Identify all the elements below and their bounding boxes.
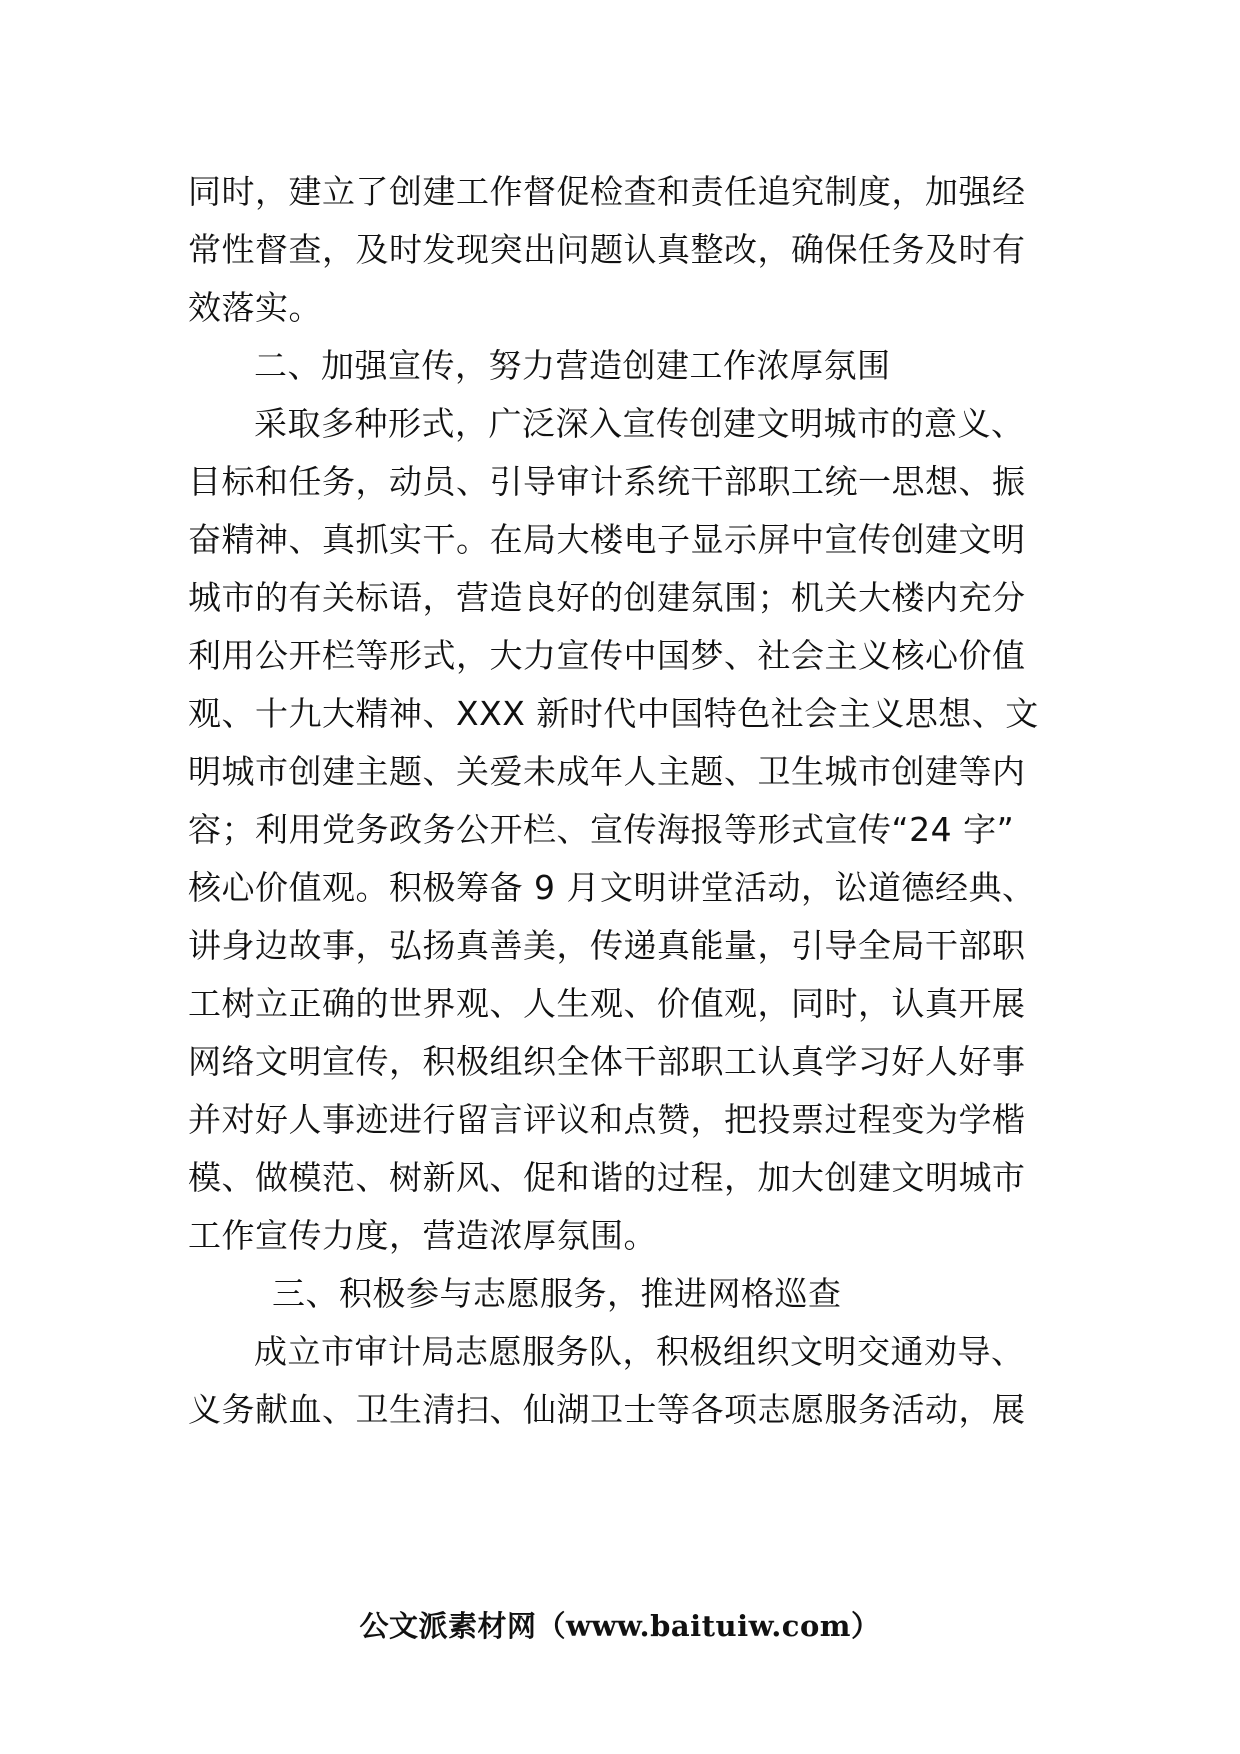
paragraph-line: 目标和任务，动员、引导审计系统干部职工统一思想、振 <box>188 462 1026 501</box>
paragraph-line: 明城市创建主题、关爱未成年人主题、卫生城市创建等内 <box>188 752 1026 791</box>
paragraph-line: 采取多种形式，广泛深入宣传创建文明城市的意义、 <box>254 404 1025 443</box>
section-heading: 二、加强宣传，努力营造创建工作浓厚氛围 <box>254 346 891 385</box>
paragraph-line: 并对好人事迹进行留言评议和点赞，把投票过程变为学楷 <box>188 1100 1026 1139</box>
paragraph-line: 利用公开栏等形式，大力宣传中国梦、社会主义核心价值 <box>188 636 1026 675</box>
paragraph-line: 奋精神、真抓实干。在局大楼电子显示屏中宣传创建文明 <box>188 520 1026 559</box>
paragraph-line: 观、十九大精神、XXX 新时代中国特色社会主义思想、文 <box>188 694 1039 733</box>
paragraph-line: 讲身边故事，弘扬真善美，传递真能量，引导全局干部职 <box>188 926 1026 965</box>
footer-watermark: 公文派素材网（www.baituiw.com） <box>359 1609 881 1643</box>
paragraph-line: 模、做模范、树新风、促和谐的过程，加大创建文明城市 <box>188 1158 1026 1197</box>
paragraph-line: 成立市审计局志愿服务队，积极组织文明交通劝导、 <box>254 1332 1025 1371</box>
section-heading: 三、积极参与志愿服务，推进网格巡查 <box>272 1274 842 1313</box>
paragraph-line: 义务献血、卫生清扫、仙湖卫士等各项志愿服务活动，展 <box>188 1390 1026 1429</box>
paragraph-line: 核心价值观。积极筹备 9 月文明讲堂活动，讼道德经典、 <box>188 868 1036 907</box>
paragraph-line: 工树立正确的世界观、人生观、价值观，同时，认真开展 <box>188 984 1026 1023</box>
paragraph-line: 网络文明宣传，积极组织全体干部职工认真学习好人好事 <box>188 1042 1026 1081</box>
paragraph-line: 容；利用党务政务公开栏、宣传海报等形式宣传“24 字” <box>188 810 1015 849</box>
paragraph-line: 同时，建立了创建工作督促检查和责任追究制度，加强经 <box>188 172 1026 211</box>
paragraph-line: 工作宣传力度，营造浓厚氛围。 <box>188 1216 657 1255</box>
paragraph-line: 常性督查，及时发现突出问题认真整改，确保任务及时有 <box>188 230 1026 269</box>
paragraph-line: 效落实。 <box>188 288 322 327</box>
paragraph-line: 城市的有关标语，营造良好的创建氛围；机关大楼内充分 <box>188 578 1026 617</box>
